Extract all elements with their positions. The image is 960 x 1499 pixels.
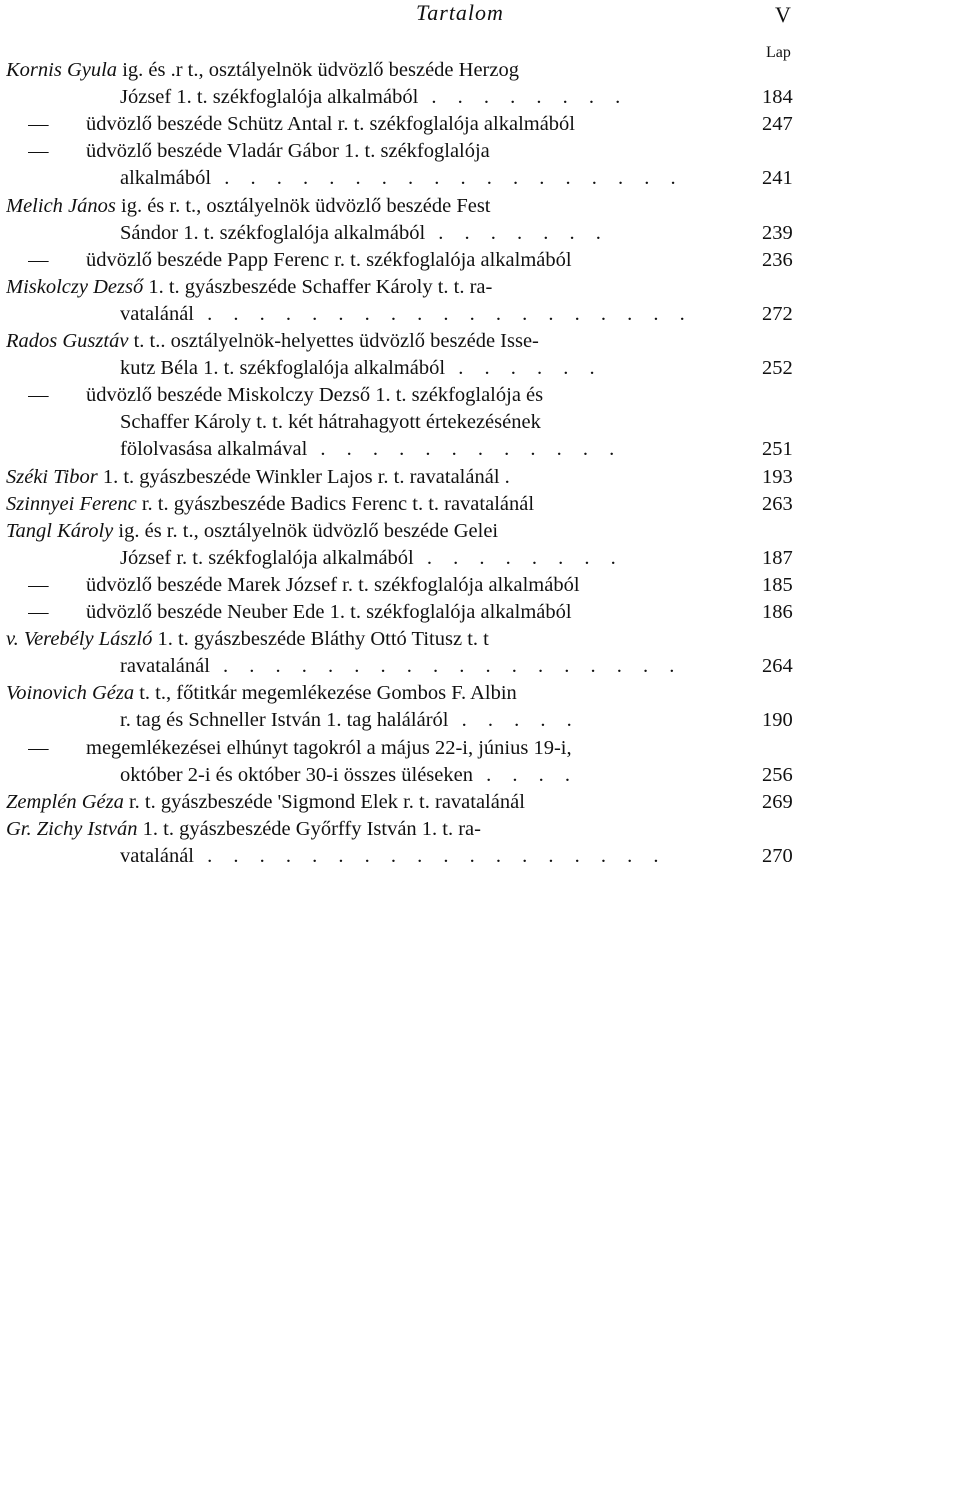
entry-text: alkalmából — [120, 167, 212, 189]
page-number: 236 — [762, 249, 793, 271]
toc-line — [28, 382, 750, 409]
toc-line — [6, 491, 750, 518]
toc-line — [120, 220, 750, 247]
entry-text: fölolvasása alkalmával — [120, 438, 308, 460]
author-name: Kornis Gyula — [6, 59, 118, 81]
author-name: Zemplén Géza — [6, 791, 124, 813]
entry-text: r. t. gyászbeszéde Badics Ferenc t. t. ravatalánál — [136, 493, 535, 515]
page-number: 264 — [762, 655, 793, 677]
page-number-roman: V — [775, 2, 791, 27]
entry-text: r. t. gyászbeszéde 'Sigmond Elek r. t. ravatalánál — [123, 791, 525, 813]
dot-leader: . . . . . . . . . . . . . . . . . . — [209, 655, 683, 677]
page-number: 251 — [762, 438, 793, 460]
author-name: Szinnyei Ferenc — [6, 493, 137, 515]
dash-mark: — — [28, 140, 49, 162]
author-name: Gr. Zichy István — [6, 818, 138, 840]
toc-line — [6, 193, 750, 220]
page-title: Tartalom — [416, 0, 504, 25]
page-number: 247 — [762, 113, 793, 135]
dot-leader: . . . . . . . — [425, 222, 609, 244]
toc-line — [6, 464, 750, 491]
author-name: Voinovich Géza — [6, 682, 135, 704]
page-number: 241 — [762, 167, 793, 189]
toc-line — [6, 626, 750, 653]
entry-text: vatalánál — [120, 845, 194, 867]
entry-text: üdvözlő beszéde Papp Ferenc r. t. székfoglalója alkalmából — [86, 249, 572, 271]
dot-leader: . . . . . . — [445, 357, 603, 379]
entry-text: üdvözlő beszéde Marek József r. t. székfoglalója alkalmából — [86, 574, 580, 596]
toc-line — [28, 138, 750, 165]
page-number: 187 — [762, 547, 793, 569]
toc-line — [120, 301, 750, 328]
page-number: 263 — [762, 493, 793, 515]
entry-text: 1. t. gyászbeszéde Győrffy István 1. t. ra- — [137, 818, 481, 840]
dot-leader: . . . . . . . . — [413, 547, 624, 569]
toc-line — [6, 680, 750, 707]
entry-text: ig. és r. t., osztályelnök üdvözlő beszéde Fest — [115, 195, 491, 217]
toc-line — [120, 707, 750, 734]
toc-line — [120, 84, 750, 111]
author-name: Széki Tibor — [6, 466, 98, 488]
author-name: Miskolczy Dezső — [6, 276, 144, 298]
toc-line — [28, 572, 750, 599]
page-number: 185 — [762, 574, 793, 596]
toc-line — [120, 355, 750, 382]
entry-text: t. t.. osztályelnök-helyettes üdvözlő beszéde Isse- — [128, 330, 539, 352]
toc-line — [120, 762, 750, 789]
page-number: 270 — [762, 845, 793, 867]
dash-mark: — — [28, 249, 49, 271]
toc-line — [120, 653, 750, 680]
entry-text: t. t., főtitkár megemlékezése Gombos F. Albin — [134, 682, 517, 704]
dash-mark: — — [28, 737, 49, 759]
author-name: Melich János — [6, 195, 116, 217]
toc-line — [120, 165, 750, 192]
dot-leader: . . . . . . . . . . . . . . . . . . — [211, 167, 684, 189]
page-column-label: Lap — [766, 44, 791, 61]
toc-line — [6, 328, 750, 355]
entry-text: üdvözlő beszéde Neuber Ede 1. t. székfoglalója alkalmából — [86, 601, 572, 623]
author-name: v. Verebély László — [6, 628, 153, 650]
entry-text: 1. t. gyászbeszéde Schaffer Károly t. t. ra- — [143, 276, 493, 298]
toc-line — [6, 57, 750, 84]
entry-text: József r. t. székfoglalója alkalmából — [120, 547, 414, 569]
entry-text: ig. és .r t., osztályelnök üdvözlő beszéde Herzog — [117, 59, 519, 81]
toc-line — [28, 735, 750, 762]
page-number: 186 — [762, 601, 793, 623]
toc-line — [120, 843, 750, 870]
entry-text: József 1. t. székfoglalója alkalmából — [120, 86, 419, 108]
entry-text: üdvözlő beszéde Schütz Antal r. t. székfoglalója alkalmából — [86, 113, 576, 135]
toc-line — [6, 816, 750, 843]
toc-line — [28, 247, 750, 274]
entry-text: ig. és r. t., osztályelnök üdvözlő beszéde Gelei — [113, 520, 499, 542]
entry-text: Schaffer Károly t. t. két hátrahagyott értekezésének — [120, 411, 541, 433]
entry-text: ravatalánál — [120, 655, 210, 677]
toc-line — [28, 599, 750, 626]
dot-leader: . . . . — [472, 764, 578, 786]
entry-text: 1. t. gyászbeszéde Winkler Lajos r. t. ravatalánál . — [97, 466, 510, 488]
page-number: 272 — [762, 303, 793, 325]
entry-text: kutz Béla 1. t. székfoglalója alkalmából — [120, 357, 446, 379]
entry-text: üdvözlő beszéde Vladár Gábor 1. t. székfoglalója — [86, 140, 490, 162]
dash-mark: — — [28, 574, 49, 596]
entry-text: Sándor 1. t. székfoglalója alkalmából — [120, 222, 426, 244]
page-number: 252 — [762, 357, 793, 379]
author-name: Rados Gusztáv — [6, 330, 129, 352]
toc-line — [120, 409, 750, 436]
page-number: 184 — [762, 86, 793, 108]
toc-line — [28, 111, 750, 138]
dash-mark: — — [28, 601, 49, 623]
dash-mark: — — [28, 384, 49, 406]
dot-leader: . . . . . . . . — [418, 86, 629, 108]
toc-line — [120, 436, 750, 463]
dash-mark: — — [28, 113, 49, 135]
author-name: Tangl Károly — [6, 520, 114, 542]
toc-line — [6, 518, 750, 545]
entry-text: r. tag és Schneller István 1. tag haláláról — [120, 709, 449, 731]
page-number: 193 — [762, 466, 793, 488]
page-number: 269 — [762, 791, 793, 813]
dot-leader: . . . . . — [448, 709, 580, 731]
entry-text: 1. t. gyászbeszéde Bláthy Ottó Titusz t. t — [152, 628, 489, 650]
entry-text: üdvözlő beszéde Miskolczy Dezső 1. t. székfoglalója és — [86, 384, 544, 406]
toc-line — [6, 789, 750, 816]
page-number: 256 — [762, 764, 793, 786]
entry-text: megemlékezései elhúnyt tagokról a május 22-i, június 19-i, — [86, 737, 572, 759]
toc-line — [6, 274, 750, 301]
dot-leader: . . . . . . . . . . . . — [307, 438, 623, 460]
toc-line — [120, 545, 750, 572]
dot-leader: . . . . . . . . . . . . . . . . . . — [193, 845, 667, 867]
page-number: 190 — [762, 709, 793, 731]
entry-text: október 2-i és október 30-i összes üléseken — [120, 764, 473, 786]
page-number: 239 — [762, 222, 793, 244]
entry-text: vatalánál — [120, 303, 194, 325]
dot-leader: . . . . . . . . . . . . . . . . . . . — [193, 303, 693, 325]
